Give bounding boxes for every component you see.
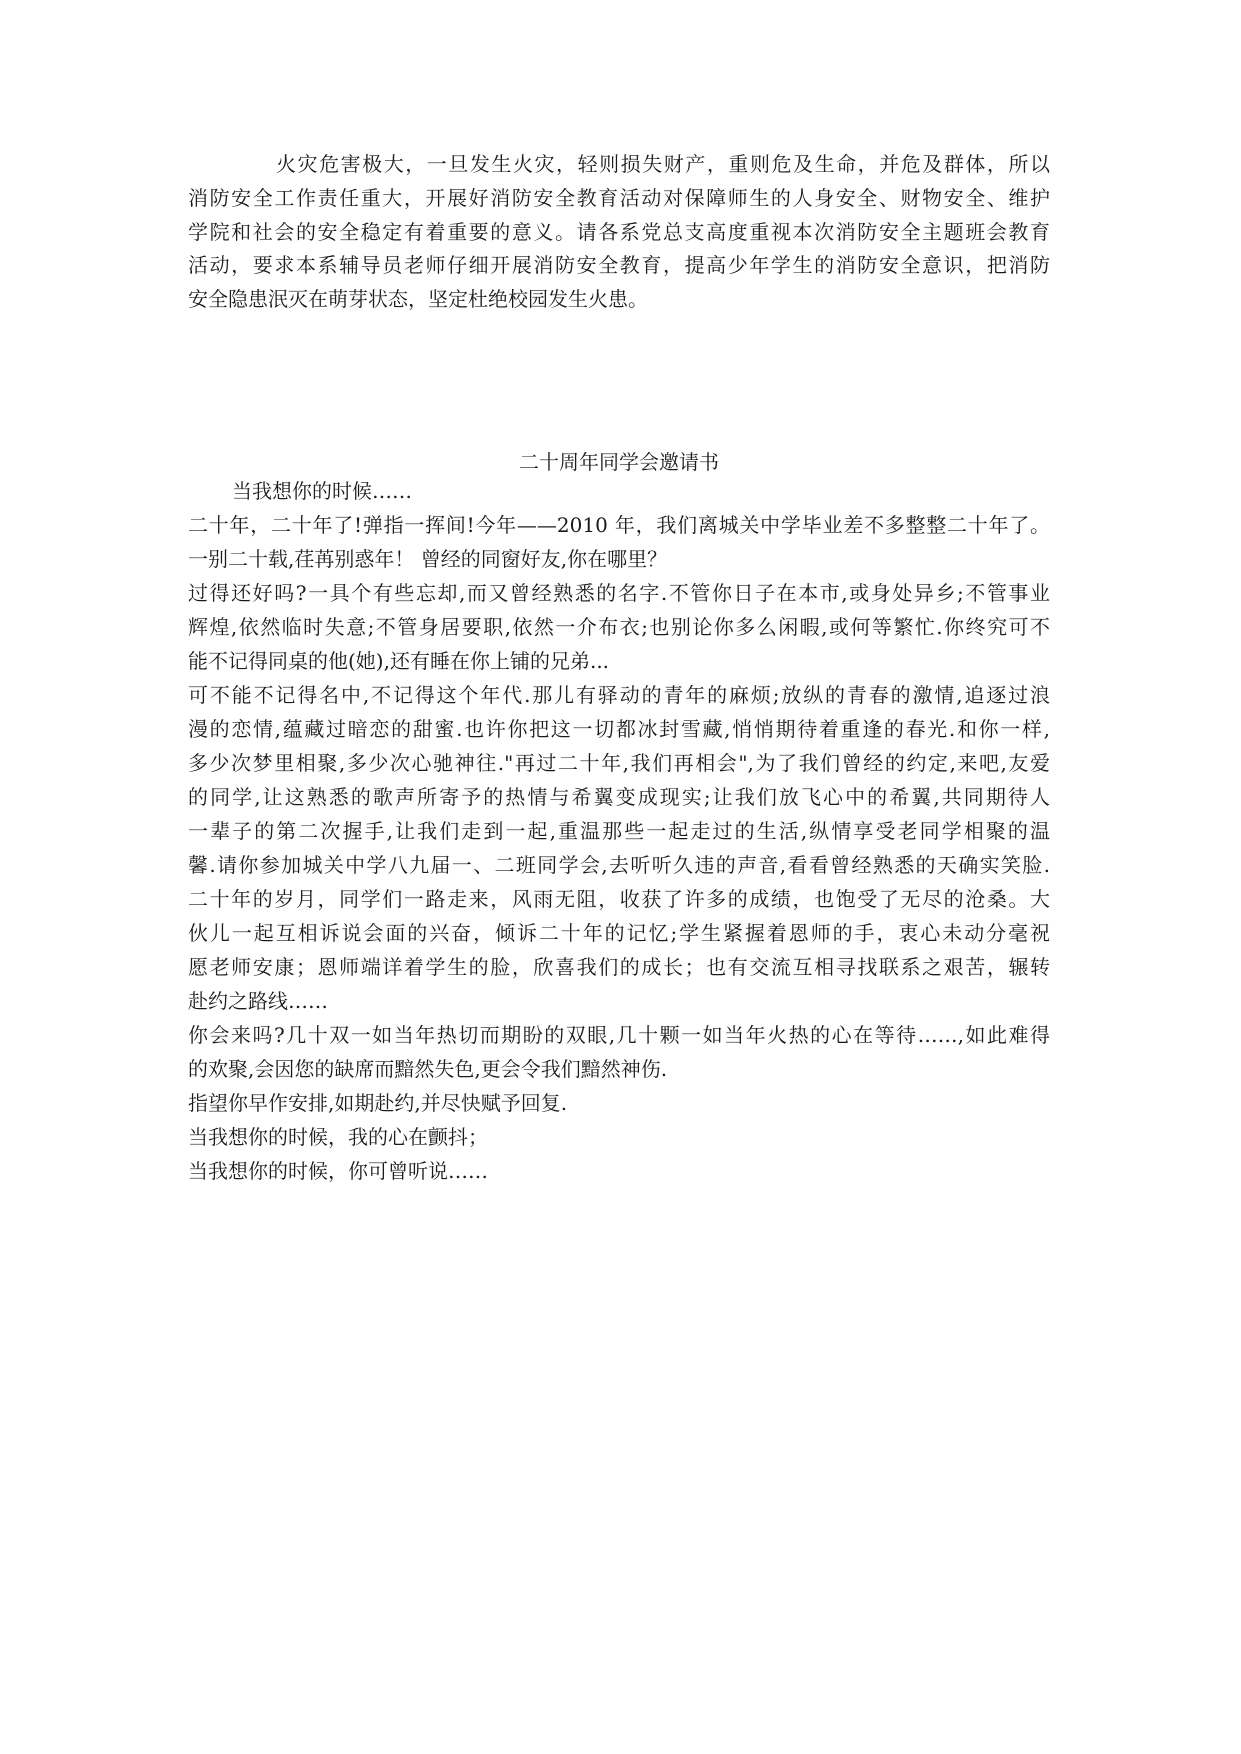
invitation-line: 的欢聚,会因您的缺席而黯然失色,更会令我们黯然神伤.	[188, 1057, 668, 1081]
notice-line: 火灾危害极大，一旦发生火灾，轻则损失财产，重则危及生命，并危及群体，所以	[276, 152, 1050, 176]
invitation-line: 当我想你的时候，你可曾听说……	[188, 1159, 488, 1183]
fire-safety-notice	[188, 148, 1050, 317]
invitation-line: 当我想你的时候，我的心在颤抖；	[188, 1125, 488, 1149]
invitation-line: 愿老师安康；恩师端详着学生的脸，欣喜我们的成长；也有交流互相寻找联系之艰苦，辗转	[188, 955, 1050, 979]
notice-line: 消防安全工作责任重大，开展好消防安全教育活动对保障师生的人身安全、财物安全、维护	[188, 185, 1050, 210]
invitation-line: 可不能不记得名中,不记得这个年代.那儿有驿动的青年的麻烦;放纵的青春的激情,追逐过浪	[188, 683, 1050, 707]
invitation-title: 二十周年同学会邀请书	[519, 450, 719, 474]
invitation-line: 的同学,让这熟悉的歌声所寄予的热情与希翼变成现实;让我们放飞心中的希翼,共同期待人	[188, 785, 1050, 809]
invitation-line: 你会来吗?几十双一如当年热切而期盼的双眼,几十颗一如当年火热的心在等待……,如此难得	[188, 1023, 1050, 1047]
invitation-line: 漫的恋情,蕴藏过暗恋的甜蜜.也许你把这一切都冰封雪藏,悄悄期待着重逢的春光.和你一样,	[188, 717, 1050, 741]
notice-line: 活动，要求本系辅导员老师仔细开展消防安全教育，提高少年学生的消防安全意识，把消防	[188, 253, 1050, 278]
invitation-line: 能不记得同桌的他(她),还有睡在你上铺的兄弟...	[188, 649, 610, 673]
invitation-line: 指望你早作安排,如期赴约,并尽快赋予回复.	[188, 1091, 568, 1115]
notice-line: 安全隐患泯灭在萌芽状态，坚定杜绝校园发生火患。	[188, 287, 648, 312]
notice-line: 学院和社会的安全稳定有着重要的意义。请各系党总支高度重视本次消防安全主题班会教育	[188, 219, 1050, 244]
invitation-line: 一辈子的第二次握手,让我们走到一起,重温那些一起走过的生活,纵情享受老同学相聚的温	[188, 819, 1050, 843]
invitation-line: 二十年的岁月，同学们一路走来，风雨无阻，收获了许多的成绩，也饱受了无尽的沧桑。大	[188, 887, 1050, 911]
invitation-line: 当我想你的时候……	[232, 479, 412, 503]
invitation-line: 过得还好吗?一具个有些忘却,而又曾经熟悉的名字.不管你日子在本市,或身处异乡;不管事业	[188, 581, 1050, 605]
invitation-line: 一别二十载,荏苒别惑年！ 曾经的同窗好友,你在哪里？	[188, 547, 668, 571]
invitation-body	[188, 474, 1050, 1188]
invitation-line: 馨.请你参加城关中学八九届一、二班同学会,去听听久违的声音,看看曾经熟悉的天确实笑脸.	[188, 853, 1050, 877]
invitation-line: 赴约之路线……	[188, 989, 328, 1013]
invitation-line: 二十年，二十年了!弹指一挥间!今年——2010 年，我们离城关中学毕业差不多整整二十年了。	[188, 513, 1050, 537]
invitation-line: 伙儿一起互相诉说会面的兴奋，倾诉二十年的记忆;学生紧握着恩师的手，衷心未动分毫祝	[188, 921, 1050, 945]
invitation-line: 辉煌,依然临时失意;不管身居要职,依然一介布衣;也别论你多么闲暇,或何等繁忙.你终究可不	[188, 615, 1050, 639]
invitation-line: 多少次梦里相聚,多少次心驰神往."再过二十年,我们再相会",为了我们曾经的约定,来吧,友爱	[188, 751, 1050, 775]
